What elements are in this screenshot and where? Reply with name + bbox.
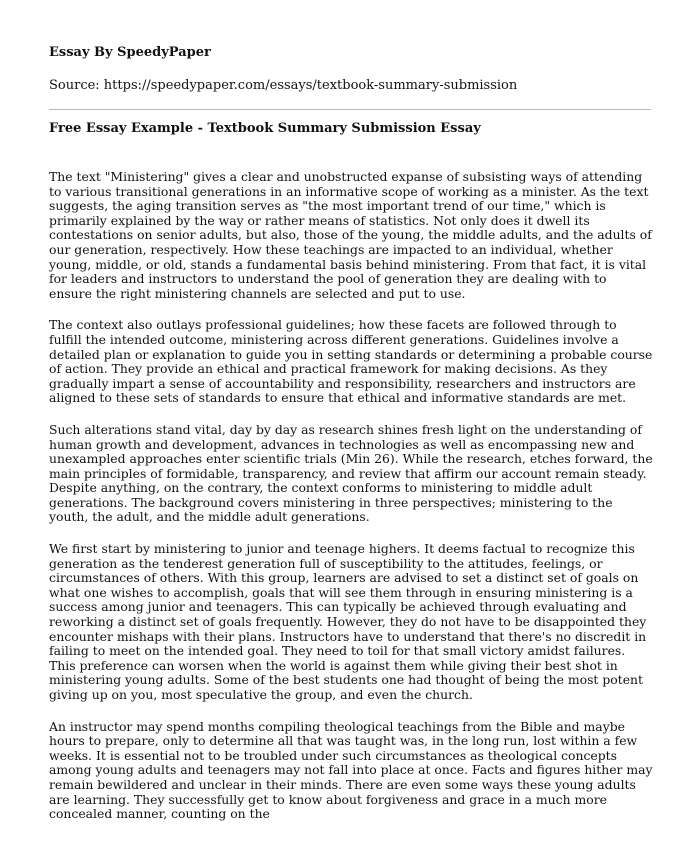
source-line: Source: https://speedypaper.com/essays/textbook-summary-submission	[49, 78, 518, 93]
document-header	[49, 44, 649, 94]
essay-paragraph: The context also outlays professional guidelines; how these facets are followed through to fulfill the intended outcome, ministering across different generations. Guidelines involve a detailed plan or explanation to guide you in setting standards or determining a probable course of action. They provide an ethical and practical framework for making decisions. As they gradually impart a sense of accountability and responsibility, researchers and instructors are aligned to these sets of standards to ensure that ethical and informative standards are met.	[49, 317, 653, 406]
essay-paragraph: The text "Ministering" gives a clear and unobstructed expanse of subsisting ways of attending to various transitional generations in an informative scope of working as a minister. As the text suggests, the aging transition serves as "the most important trend of our time," which is primarily explained by the way or rather means of statistics. Not only does it dwell its contestations on senior adults, but also, those of the young, the middle adults, and the adults of our generation, respectively. How these teachings are impacted to an individual, whether young, middle, or old, stands a fundamental basis behind ministering. From that fact, it is vital for leaders and instructors to understand the pool of generation they are dealing with to ensure the right ministering channels are selected and put to use.	[49, 169, 652, 301]
essay-paragraph: Such alterations stand vital, day by day as research shines fresh light on the understanding of human growth and development, advances in technologies as well as encompassing new and unexampled approaches enter scientific trials (Min 26). While the research, etches forward, the main principles of formidable, transparency, and review that affirm our account remain steady. Despite anything, on the contrary, the context conforms to ministering to middle adult generations. The background covers ministering in three perspectives; ministering to the youth, the adult, and the middle adult generations.	[49, 421, 653, 525]
essay-title: Free Essay Example - Textbook Summary Submission Essay	[49, 121, 481, 136]
essay-body	[49, 170, 653, 839]
site-title: Essay By SpeedyPaper	[49, 45, 211, 60]
essay-paragraph: An instructor may spend months compiling theological teachings from the Bible and maybe hours to prepare, only to determine all that was taught was, in the long run, lost within a few weeks. It is essential not to be troubled under such circumstances as theological concepts among young adults and teenagers may not fall into place at once. Facts and figures hither may remain bewildered and unclear in their minds. There are even some ways these young adults are learning. They successfully get to know about forgiveness and grace in a much more concealed manner, counting on the	[49, 718, 653, 822]
essay-paragraph: We first start by ministering to junior and teenage highers. It deems factual to recognize this generation as the tenderest generation full of susceptibility to the attitudes, feelings, or circumstances of others. With this group, learners are advised to set a distinct set of goals on what one wishes to accomplish, goals that will see them through in ensuring ministering is a success among junior and teenagers. This can typically be achieved through evaluating and reworking a distinct set of goals frequently. However, they do not have to be disappointed they encounter mishaps with their plans. Instructors have to understand that there's no discredit in failing to meet on the intended goal. They need to toil for that small victory amidst failures. This preference can worsen when the world is against them while giving their best shot in ministering young adults. Some of the best students one had thought of being the most potent giving up on you, most speculative the group, and even the church.	[49, 541, 647, 702]
header-divider	[49, 109, 651, 110]
